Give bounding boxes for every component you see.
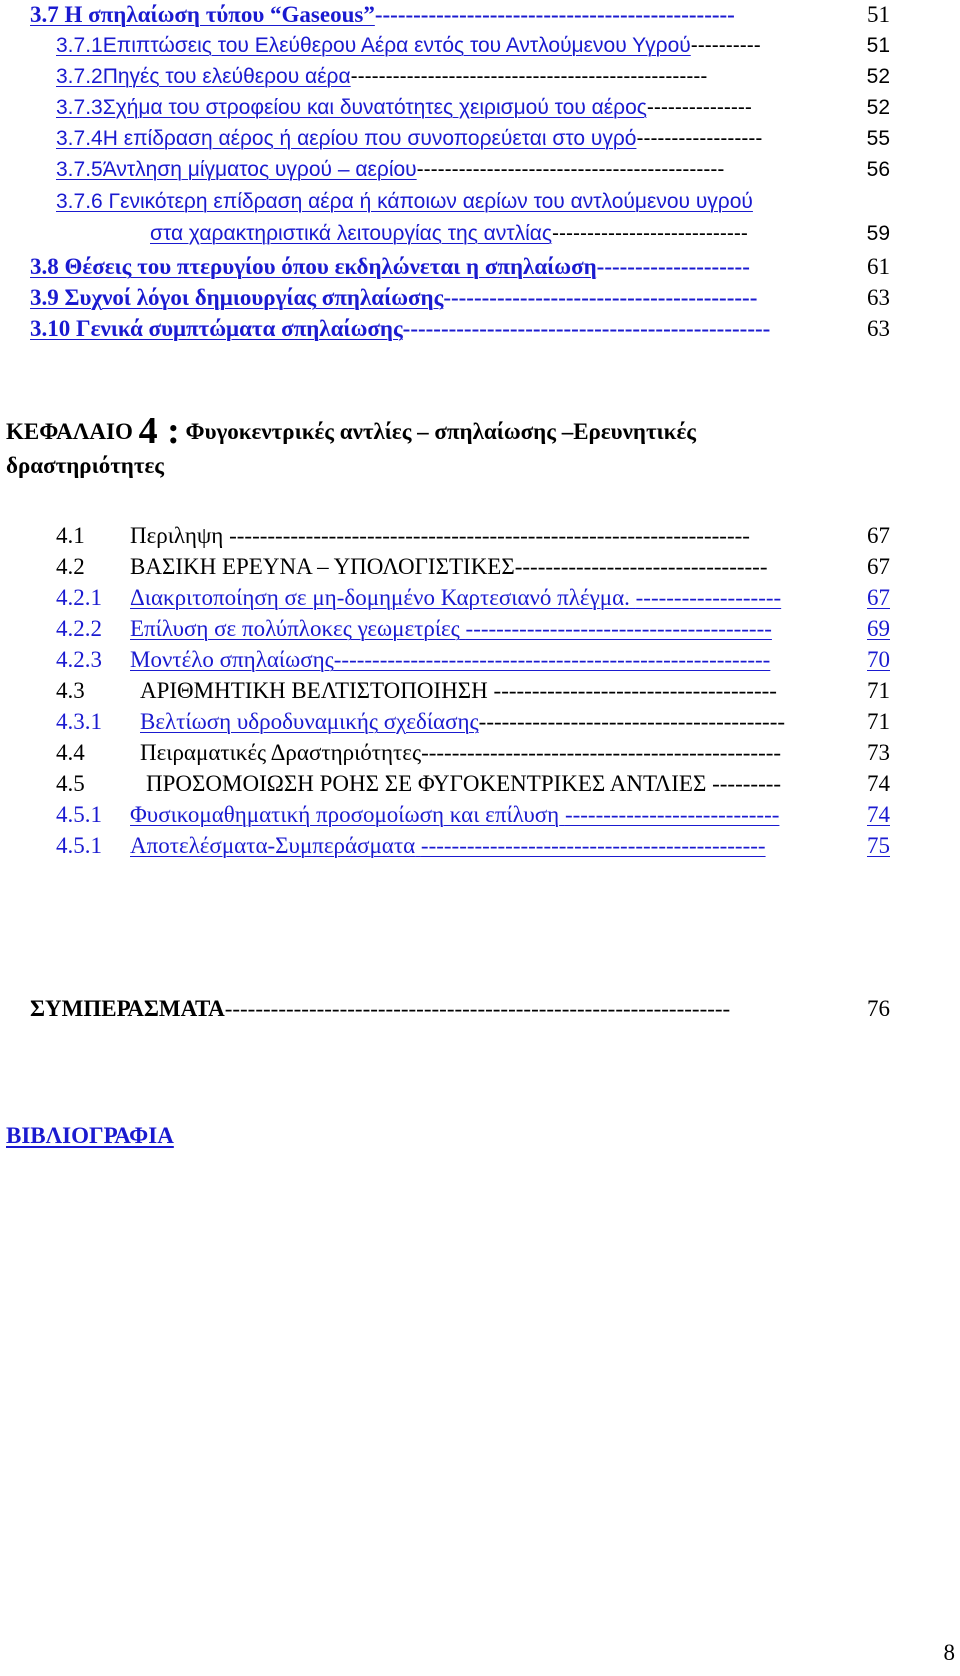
toc-entry-conclusions[interactable]: ΣΥΜΠΕΡΑΣΜΑΤΑ------------------------------------------------------------------ 76 xyxy=(30,994,890,1024)
toc-entry-4-4[interactable]: 4.4 Πειραματικές Δραστηριότητες----------------------------------------------- 73 xyxy=(56,738,890,768)
toc-entry-3-7-3[interactable]: 3.7.3Σχήμα του στροφείου και δυνατότητες χειρισμού του αέρος--------------- 52 xyxy=(56,93,890,123)
toc-entry-4-1[interactable]: 4.1 Περιληψη -------------------------------------------------------------------- 67 xyxy=(56,521,890,551)
toc-entry-3-7-6-cont[interactable]: στα χαρακτηριστικά λειτουργίας της αντλίας---------------------------- 59 xyxy=(56,219,890,249)
toc-entry-3-7-4[interactable]: 3.7.4Η επίδραση αέρος ή αερίου που συνοπορεύεται στο υγρό------------------ 55 xyxy=(56,124,890,154)
chapter-4-heading: ΚΕΦΑΛΑΙΟ 4 : Φυγοκεντρικές αντλίες – σπηλαίωσης –Ερευνητικές δραστηριότητες xyxy=(6,410,696,478)
page-number: 8 xyxy=(943,1640,955,1665)
toc-entry-4-5-1[interactable]: 4.5.1 Φυσικομαθηματική προσομοίωση και επίλυση ---------------------------- 74 xyxy=(56,800,890,830)
toc-entry-4-5-1-results[interactable]: 4.5.1 Αποτελέσματα-Συμπεράσματα --------------------------------------------- 75 xyxy=(56,831,890,861)
bibliography-link[interactable]: ΒΙΒΛΙΟΓΡΑΦΙΑ xyxy=(6,1123,174,1148)
toc-entry-4-2-2[interactable]: 4.2.2 Επίλυση σε πολύπλοκες γεωμετρίες ---------------------------------------- 69 xyxy=(56,614,890,644)
toc-entry-4-2-1[interactable]: 4.2.1 Διακριτοποίηση σε μη-δομημένο Καρτεσιανό πλέγμα. ------------------- 67 xyxy=(56,583,890,613)
toc-entry-3-7-6[interactable]: 3.7.6 Γενικότερη επίδραση αέρα ή κάποιων αερίων του αντλούμενου υγρού xyxy=(56,190,753,213)
toc-entry-4-3[interactable]: 4.3 ΑΡΙΘΜΗΤΙΚΗ ΒΕΛΤΙΣΤΟΠΟΙΗΣΗ ------------------------------------- 71 xyxy=(56,676,890,706)
toc-entry-3-10[interactable]: 3.10 Γενικά συμπτώματα σπηλαίωσης------------------------------------------------ 63 xyxy=(30,314,890,344)
toc-entry-3-7-2[interactable]: 3.7.2Πηγές του ελεύθερου αέρα--------------------------------------------------- 52 xyxy=(56,62,890,92)
toc-entry-3-7-5[interactable]: 3.7.5Άντληση μίγματος υγρού – αερίου-------------------------------------------- 56 xyxy=(56,155,890,185)
toc-entry-3-9[interactable]: 3.9 Συχνοί λόγοι δημιουργίας σπηλαίωσης----------------------------------------- 63 xyxy=(30,283,890,313)
toc-entry-3-7[interactable]: 3.7 Η σπηλαίωση τύπου “Gaseous”----------------------------------------------- 51 xyxy=(30,0,890,30)
toc-entry-4-2-3[interactable]: 4.2.3 Μοντέλο σπηλαίωσης--------------------------------------------------------- 70 xyxy=(56,645,890,675)
toc-entry-3-8[interactable]: 3.8 Θέσεις του πτερυγίου όπου εκδηλώνεται η σπηλαίωση-------------------- 61 xyxy=(30,252,890,282)
toc-entry-4-3-1[interactable]: 4.3.1 Βελτίωση υδροδυναμικής σχεδίασης---------------------------------------- 71 xyxy=(56,707,890,737)
toc-entry-4-2[interactable]: 4.2 ΒΑΣΙΚΗ ΕΡΕΥΝΑ – ΥΠΟΛΟΓΙΣΤΙΚΕΣ--------------------------------- 67 xyxy=(56,552,890,582)
toc-entry-4-5[interactable]: 4.5 ΠΡΟΣΟΜΟΙΩΣΗ ΡΟΗΣ ΣΕ ΦΥΓΟΚΕΝΤΡΙΚΕΣ ΑΝΤΛΙΕΣ --------- 74 xyxy=(56,769,890,799)
toc-entry-3-7-1[interactable]: 3.7.1Επιπτώσεις του Ελεύθερου Αέρα εντός του Αντλούμενου Υγρού---------- 51 xyxy=(56,31,890,61)
